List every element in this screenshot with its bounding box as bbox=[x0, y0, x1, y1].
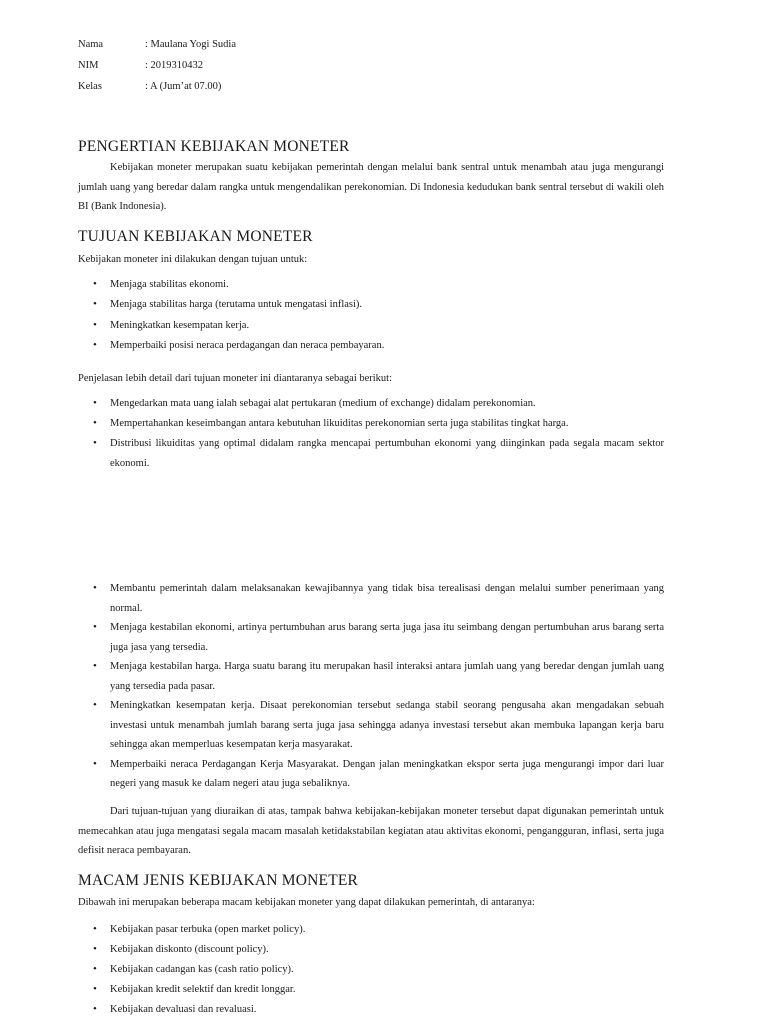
section-title-pengertian: PENGERTIAN KEBIJAKAN MONETER bbox=[78, 138, 350, 155]
header-label: Nama bbox=[78, 39, 104, 50]
macam-intro: Dibawah ini merupakan beberapa macam kebijakan moneter yang dapat dilakukan pemerintah, di antaranya: bbox=[78, 897, 535, 908]
list-item: • Menjaga stabilitas ekonomi. bbox=[110, 275, 664, 295]
detail-intro: Penjelasan lebih detail dari tujuan moneter ini diantaranya sebagai berikut: bbox=[78, 373, 393, 384]
list-item: • Kebijakan cadangan kas (cash ratio policy). bbox=[110, 960, 664, 980]
list-item: • Menjaga stabilitas harga (terutama untuk mengatasi inflasi). bbox=[110, 295, 664, 315]
header-label: Kelas bbox=[78, 81, 102, 92]
header-row-nim bbox=[0, 60, 768, 72]
list-item: • Membantu pemerintah dalam melaksanakan kewajibannya yang tidak bisa terealisasi dengan melalui sumber penerimaan yang normal. bbox=[110, 579, 664, 618]
paragraph-conclusion: Dari tujuan-tujuan yang diuraikan di atas, tampak bahwa kebijakan-kebijakan moneter tersebut dapat digunakan pemerintah untuk memecahkan atau juga mengatasi segala macam masalah ketidakstabilan kegiatan atau aktivitas ekonomi, pengangguran, inflasi, serta juga defisit neraca pembayaran. bbox=[78, 806, 664, 856]
details-list-b bbox=[0, 579, 664, 794]
list-item: • Menjaga kestabilan harga. Harga suatu barang itu merupakan hasil interaksi antara jumlah uang yang beredar dengan jumlah uang yang tersedia pada pasar. bbox=[110, 657, 664, 696]
details-list-a bbox=[0, 394, 664, 473]
list-item: • Kebijakan devaluasi dan revaluasi. bbox=[110, 1000, 664, 1020]
list-item: • Kebijakan pasar terbuka (open market policy). bbox=[110, 920, 664, 940]
header-value: : 2019310432 bbox=[145, 60, 204, 71]
list-item: • Kebijakan kredit selektif dan kredit longgar. bbox=[110, 980, 664, 1000]
header-value: : Maulana Yogi Sudia bbox=[145, 39, 237, 50]
header-value: : A (Jum’at 07.00) bbox=[145, 81, 222, 92]
list-item: • Mengedarkan mata uang ialah sebagai alat pertukaran (medium of exchange) didalam perekonomian. bbox=[110, 394, 664, 414]
list-item: • Memperbaiki neraca Perdagangan Kerja Masyarakat. Dengan jalan meningkatkan ekspor serta juga mengurangi impor dari luar negeri yang masuk ke dalam negeri atau juga sebaliknya. bbox=[110, 755, 664, 794]
list-item: • Memperbaiki posisi neraca perdagangan dan neraca pembayaran. bbox=[110, 336, 664, 356]
header-label: NIM bbox=[78, 60, 99, 71]
tujuan-intro: Kebijakan moneter ini dilakukan dengan tujuan untuk: bbox=[78, 254, 308, 265]
goals-list bbox=[0, 275, 554, 355]
list-item: • Distribusi likuiditas yang optimal didalam rangka mencapai pertumbuhan ekonomi yang diinginkan pada segala macam sektor ekonomi. bbox=[110, 434, 664, 473]
list-item: • Mempertahankan keseimbangan antara kebutuhan likuiditas perekonomian serta juga stabilitas tingkat harga. bbox=[110, 414, 664, 434]
list-item: • Meningkatkan kesempatan kerja. bbox=[110, 316, 664, 336]
list-item: • Kebijakan diskonto (discount policy). bbox=[110, 940, 664, 960]
header-row-kelas bbox=[0, 81, 768, 93]
list-item: • Menjaga kestabilan ekonomi, artinya pertumbuhan arus barang serta juga jasa itu seimbang dengan pertumbuhan arus barang serta juga jasa yang tersedia. bbox=[110, 618, 664, 657]
header-row-nama bbox=[0, 39, 768, 51]
section-title-macam: MACAM JENIS KEBIJAKAN MONETER bbox=[78, 872, 359, 889]
types-list bbox=[0, 920, 554, 1020]
list-item: • Meningkatkan kesempatan kerja. Disaat perekonomian tersebut sedanga stabil seorang pengusaha akan mengadakan sebuah investasi untuk menambah jumlah barang serta juga jasa sehingga adanya investasi tersebut akan membuka lapangan kerja baru sehingga akan memperluas kesempatan kerja masyarakat. bbox=[110, 696, 664, 755]
paragraph-pengertian: Kebijakan moneter merupakan suatu kebijakan pemerintah dengan melalui bank sentral untuk menambah atau juga mengurangi jumlah uang yang beredar dalam rangka untuk mengendalikan perekonomian. Di Indonesia kedudukan bank sentral tersebut di wakili oleh BI (Bank Indonesia). bbox=[78, 162, 664, 212]
section-title-tujuan: TUJUAN KEBIJAKAN MONETER bbox=[78, 228, 313, 245]
